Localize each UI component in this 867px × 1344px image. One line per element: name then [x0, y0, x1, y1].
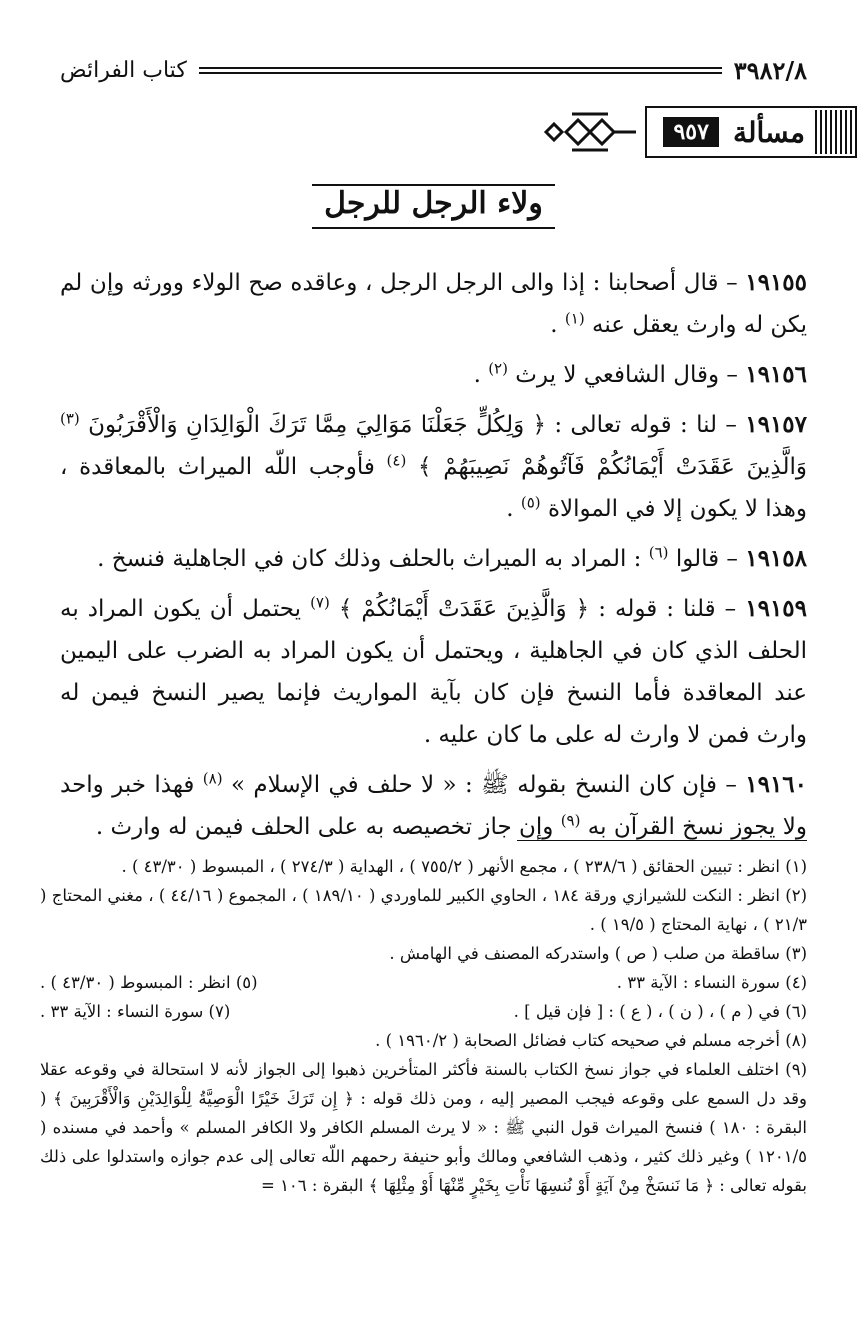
- paragraph-number: ١٩١٥٥: [745, 269, 808, 296]
- paragraph-text: – وقال الشافعي لا يرث: [515, 362, 738, 388]
- striped-bars-icon: [815, 110, 855, 154]
- paragraph: [60, 764, 807, 848]
- footnote-ref: (٩): [560, 811, 581, 830]
- ornament-icon: [540, 106, 640, 158]
- paragraph: [60, 588, 807, 756]
- paragraph-number: ١٩١٥٨: [745, 545, 807, 572]
- running-head: [60, 52, 807, 88]
- footnote-item: (٢) انظر : النكت للشيرازي ورقة ١٨٤ ، الحاوي الكبير للماوردي ( ١٨٩/١٠ ) ، المجموع ( ٤٤/١٦ ) ، مغني المحتاج ( ٢١/٣ ) ، نهاية المحتاج ( ١٩/٥ ) .: [40, 886, 807, 934]
- header-rule: [199, 67, 722, 74]
- paragraph-text: – فإن كان النسخ بقوله ﷺ : « لا حلف في الإسلام »: [230, 772, 737, 798]
- footnote-ref: (٤): [386, 451, 407, 470]
- issue-label: مسألة: [732, 115, 805, 149]
- issue-number: ٩٥٧: [663, 117, 718, 147]
- paragraph-tail: .: [473, 362, 489, 388]
- footnote-row: [40, 997, 807, 1026]
- paragraph-number: ١٩١٦٠: [745, 771, 808, 798]
- paragraph-tail: .: [506, 496, 521, 522]
- footnote-item: (٥) انظر : المبسوط ( ٤٣/٣٠ ) .: [40, 973, 258, 992]
- paragraph-tail: وإن جاز تخصيصه به على الحلف فيمن له وارث .: [95, 814, 561, 840]
- paragraph-number: ١٩١٥٧: [745, 411, 808, 438]
- footnote-ref: (٧): [310, 593, 330, 612]
- paragraph: [60, 404, 807, 530]
- footnote-item: (٨) أخرجه مسلم في صحيحه كتاب فضائل الصحابة ( ١٩٦٠/٢ ) .: [375, 1031, 807, 1050]
- footnote-item: (٧) سورة النساء : الآية ٣٣ .: [40, 1002, 231, 1021]
- footnote-item: (١) انظر : تبيين الحقائق ( ٢٣٨/٦ ) ، مجمع الأنهر ( ٧٥٥/٢ ) ، الهداية ( ٢٧٤/٣ ) ، المبسوط ( ٤٣/٣٠ ) .: [121, 857, 807, 876]
- quran-verse: وَالَّذِينَ عَقَدَتْ أَيْمَانُكُمْ فَآتُوهُمْ نَصِيبَهُمْ ﴾: [418, 454, 808, 480]
- paragraph: [60, 262, 807, 346]
- paragraph-text: – لنا : قوله تعالى : ﴿ وَلِكُلٍّ جَعَلْنَا مَوَالِيَ مِمَّا تَرَكَ الْوَالِدَانِ وَالْأَقْرَبُونَ: [88, 412, 737, 438]
- footnote-ref: (٥): [520, 493, 541, 512]
- footnote-row: [40, 968, 807, 997]
- paragraph-text: – قالوا: [675, 546, 738, 572]
- paragraph-tail: : المراد به الميراث بالحلف وذلك كان في الجاهلية فنسخ .: [97, 546, 649, 572]
- footnote-divider: [517, 840, 807, 841]
- paragraph-tail: .: [550, 312, 565, 338]
- footnote-item: (٤) سورة النساء : الآية ٣٣ .: [616, 973, 807, 992]
- paragraph-tail: يحتمل أن يكون المراد به الحلف الذي كان في الجاهلية ، ويحتمل أن يكون المراد به الضرب على اليمين عند المعاقدة فأما النسخ فإن كان بآية المواريث فإنما يصير النسخ فيمن له وارث فمن لا وارث له على ما كان عليه .: [60, 596, 807, 748]
- section-title: ولاء الرجل للرجل: [312, 184, 555, 229]
- paragraph-text: – قال أصحابنا : إذا والى الرجل الرجل ، وعاقده صح الولاء وورثه وإن لم يكن له وارث يعقل عنه: [60, 270, 807, 338]
- footnote-ref: (٢): [488, 359, 508, 378]
- paragraph-number: ١٩١٥٦: [745, 361, 807, 388]
- page-number: ٣٩٨٢/٨: [733, 55, 807, 85]
- paragraph-tail: فأوجب اللّه الميراث بالمعاقدة ، وهذا لا يكون إلا في الموالاة: [60, 454, 807, 522]
- footnote-ref: (١): [564, 309, 585, 328]
- footnote-ref: (٨): [202, 769, 223, 788]
- footnotes: [40, 852, 807, 1200]
- paragraph: [60, 538, 807, 580]
- footnote-ref: (٦): [648, 543, 669, 562]
- footnote-item: (٦) في ( م ) ، ( ن ) ، ( ع ) : [ فإن قيل ] .: [513, 1002, 807, 1021]
- main-text: [60, 262, 807, 856]
- book-title: كتاب الفرائض: [60, 57, 187, 83]
- paragraph-text: – قلنا : قوله : ﴿ وَالَّذِينَ عَقَدَتْ أَيْمَانُكُمْ ﴾: [338, 596, 737, 622]
- footnote-ref: (٣): [60, 409, 80, 428]
- paragraph: [60, 354, 807, 396]
- issue-box: [645, 106, 857, 158]
- footnote-item: (٣) ساقطة من صلب ( ص ) واستدركه المصنف في الهامش .: [389, 944, 807, 963]
- paragraph-tail: فهذا خبر واحد ولا يجوز نسخ القرآن به: [60, 772, 807, 840]
- paragraph-number: ١٩١٥٩: [745, 595, 808, 622]
- section-title-wrap: [0, 184, 867, 229]
- footnote-item: (٩) اختلف العلماء في جواز نسخ الكتاب بالسنة فأكثر المتأخرين ذهبوا إلى الجواز لأنه لا استحالة في وقوعه عقلا وقد دل السمع على وقوعه فيجب المصير إليه ، ومن ذلك قوله : ﴿ إِن تَرَكَ خَيْرًا الْوَصِيَّةُ لِلْوَالِدَيْنِ وَالْأَقْرَبِينَ ﴾ ( البقرة : ١٨٠ ) فنسخ الميراث قول النبي ﷺ : « لا يرث المسلم الكافر ولا الكافر المسلم » وأحمد في مسنده ( ١٢٠١/٥ ) وغير ذلك كثير ، وذهب الشافعي ومالك وأبو حنيفة رحمهم اللّه تعالى إلى عدم جوازه واستدلوا على ذلك بقوله تعالى : ﴿ مَا نَنسَخْ مِنْ آيَةٍ أَوْ نُنسِهَا نَأْتِ بِخَيْرٍ مِّنْهَا أَوْ مِثْلِهَا ﴾ البقرة : ١٠٦ =: [40, 1060, 807, 1195]
